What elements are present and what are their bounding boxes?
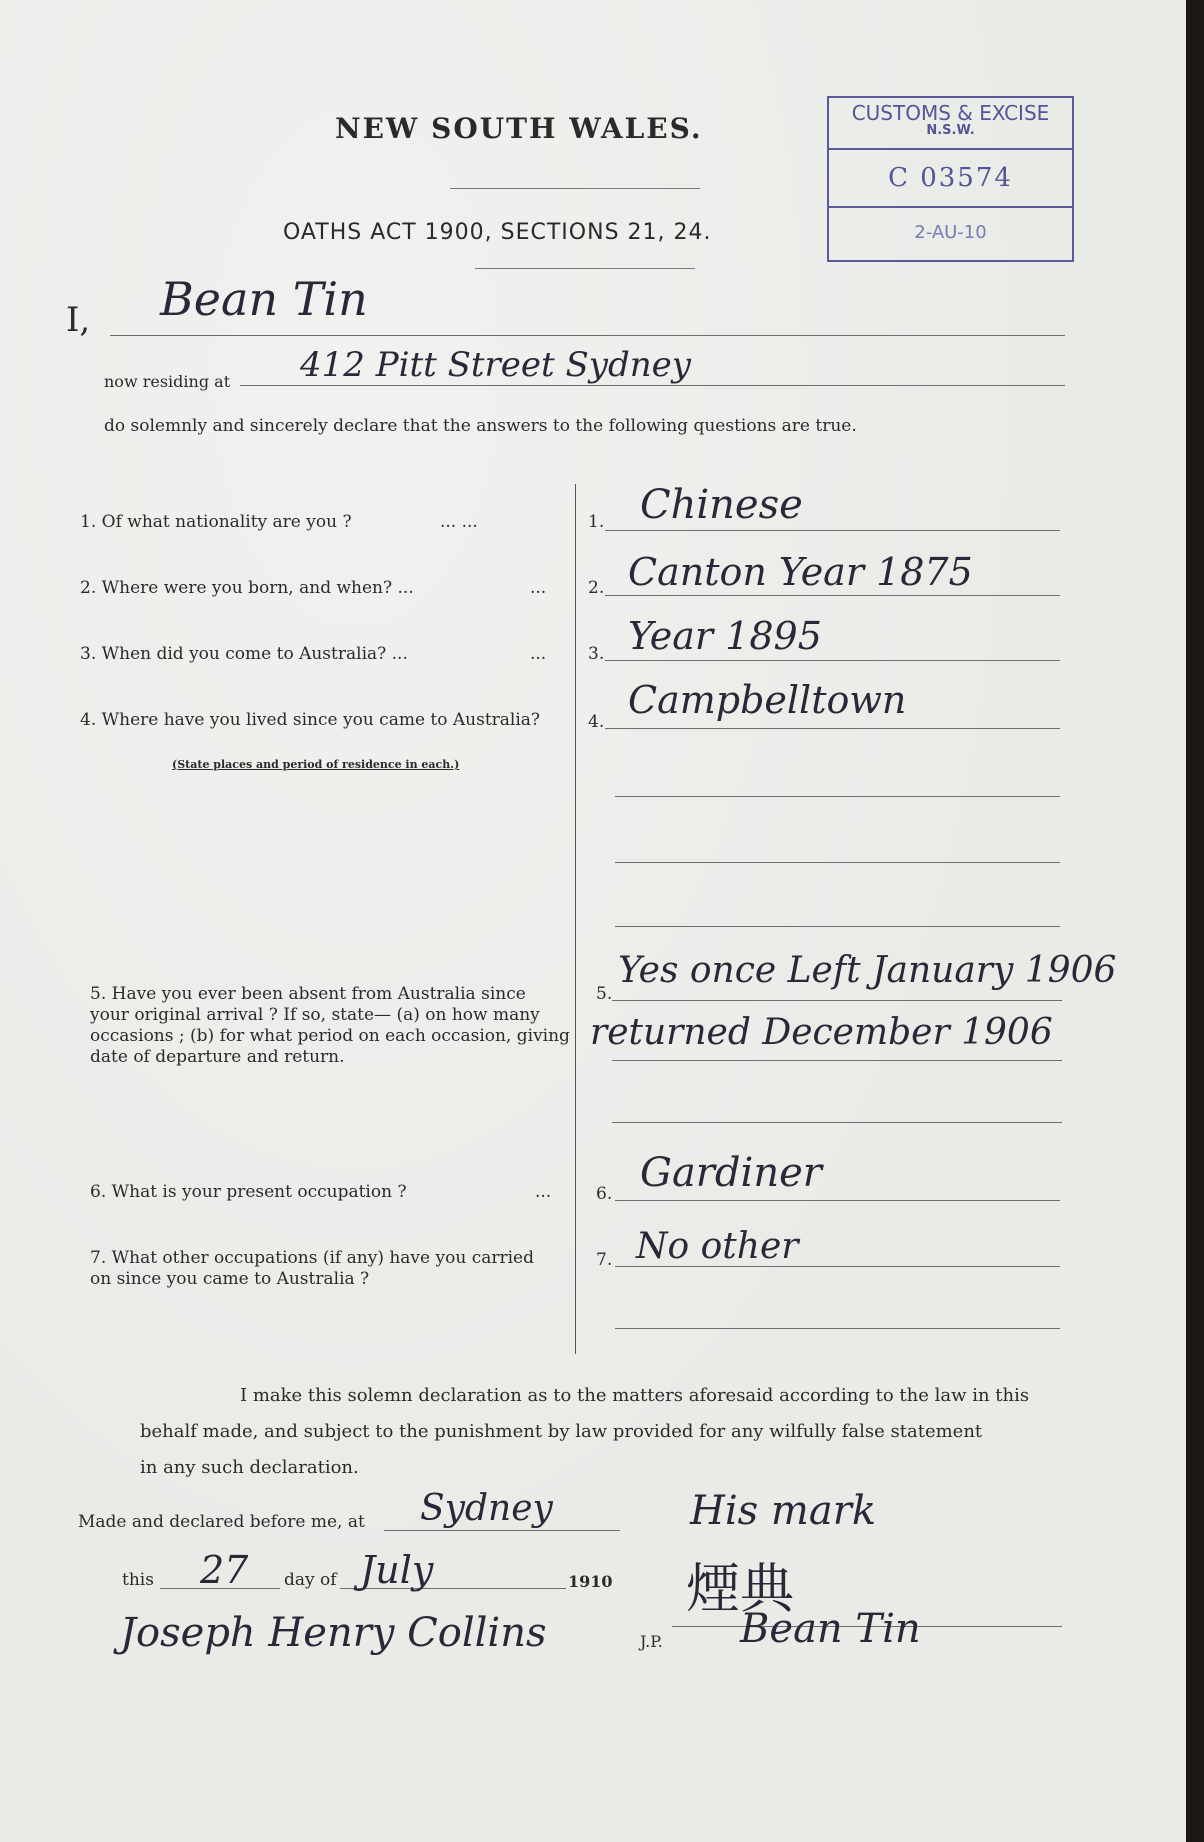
jp-signature: Joseph Henry Collins xyxy=(120,1610,547,1656)
question-5-text: Have you ever been absent from Australia since your original arrival ? If so, state— (a) on how many occasions ; (b) for what period on each occasion, giving date of departure and return. xyxy=(90,984,570,1067)
question-4-note: (State places and period of residence in each.) xyxy=(172,758,460,771)
answer-3-number: 3. xyxy=(588,644,605,664)
stamp-date: 2-AU-10 xyxy=(914,222,987,243)
question-6-text: What is your present occupation ? xyxy=(111,1182,407,1202)
answer-4-number: 4. xyxy=(588,712,605,732)
question-6 xyxy=(90,1182,407,1203)
answer-2-rule xyxy=(605,595,1060,596)
question-6-number: 6. xyxy=(90,1182,107,1202)
page-title: NEW SOUTH WALES. xyxy=(335,112,703,145)
question-3-number: 3. xyxy=(80,644,97,664)
question-1-number: 1. xyxy=(80,512,97,532)
question-7-text: What other occupations (if any) have you carried on since you came to Australia ? xyxy=(90,1248,534,1289)
question-3-dots: ... xyxy=(530,644,547,664)
answer-3: Year 1895 xyxy=(628,614,822,658)
answer-4: Campbelltown xyxy=(628,678,907,722)
question-7 xyxy=(90,1248,560,1290)
question-5 xyxy=(90,984,570,1068)
question-4 xyxy=(80,710,555,731)
answer-7-number: 7. xyxy=(596,1250,613,1270)
answer-1-number: 1. xyxy=(588,512,605,532)
signatory-signature: Bean Tin xyxy=(740,1606,921,1652)
page-subtitle: OATHS ACT 1900, SECTIONS 21, 24. xyxy=(283,220,712,245)
declarant-prefix: I, xyxy=(66,300,91,340)
answer-5: Yes once Left January 1906 xyxy=(618,950,1117,991)
answer-3-rule xyxy=(605,660,1060,661)
answer-2: Canton Year 1875 xyxy=(628,550,973,594)
residing-label: now residing at xyxy=(104,372,231,391)
answer-4-rule-4 xyxy=(615,926,1060,927)
declare-text: do solemnly and sincerely declare that the answers to the following questions are true. xyxy=(104,416,857,436)
question-5-number: 5. xyxy=(90,984,107,1004)
declarant-address: 412 Pitt Street Sydney xyxy=(300,345,691,385)
stamp-customs-label: CUSTOMS & EXCISE xyxy=(851,101,1050,125)
question-7-number: 7. xyxy=(90,1248,107,1268)
question-4-number: 4. xyxy=(80,710,97,730)
stamp-number: C 03574 xyxy=(829,150,1072,208)
address-rule xyxy=(240,385,1065,386)
declaration-line-2: behalf made, and subject to the punishment by law provided for any wilfully false statement xyxy=(140,1421,983,1442)
subtitle-divider xyxy=(475,268,695,269)
answer-5-rule-3 xyxy=(612,1122,1062,1123)
answer-5-rule xyxy=(612,1000,1062,1001)
signing-month: July xyxy=(360,1548,434,1592)
answer-4-rule xyxy=(605,728,1060,729)
day-of-label: day of xyxy=(284,1570,337,1590)
his-mark: His mark xyxy=(690,1488,877,1534)
question-2-text: Where were you born, and when? ... xyxy=(101,578,414,598)
answer-5-line-2: returned December 1906 xyxy=(590,1012,1053,1053)
question-3 xyxy=(80,644,408,665)
question-6-dots: ... xyxy=(535,1182,552,1202)
declaration-line-3: in any such declaration. xyxy=(140,1457,359,1478)
chinese-characters: 煙典 xyxy=(686,1557,794,1620)
question-1-dots: ... ... xyxy=(440,512,478,532)
made-declared-label: Made and declared before me, at xyxy=(78,1512,365,1532)
customs-stamp xyxy=(827,96,1074,262)
answer-6: Gardiner xyxy=(640,1150,822,1196)
answer-6-number: 6. xyxy=(596,1184,613,1204)
this-label: this xyxy=(122,1570,154,1590)
answer-4-rule-3 xyxy=(615,862,1060,863)
answer-6-rule xyxy=(615,1200,1060,1201)
answer-7: No other xyxy=(636,1226,799,1267)
question-4-text: Where have you lived since you came to Australia? xyxy=(101,710,541,730)
signing-day: 27 xyxy=(200,1548,249,1592)
name-rule xyxy=(110,335,1065,336)
answer-2-number: 2. xyxy=(588,578,605,598)
title-divider xyxy=(450,188,700,189)
column-divider xyxy=(575,484,576,1354)
stamp-nsw-label: N.S.W. xyxy=(926,123,975,138)
question-2-dots: ... xyxy=(530,578,547,598)
signing-place: Sydney xyxy=(420,1488,553,1529)
answer-1: Chinese xyxy=(640,482,803,528)
answer-5-rule-2 xyxy=(612,1060,1062,1061)
question-1-text: Of what nationality are you ? xyxy=(101,512,352,532)
declaration-line-1: I make this solemn declaration as to the matters aforesaid according to the law in this xyxy=(240,1385,1030,1406)
declarant-name: Bean Tin xyxy=(160,272,368,326)
place-rule xyxy=(384,1530,620,1531)
answer-4-rule-2 xyxy=(615,796,1060,797)
answer-5-number: 5. xyxy=(596,984,613,1004)
question-2 xyxy=(80,578,414,599)
question-1 xyxy=(80,512,352,533)
answer-7-rule-2 xyxy=(615,1328,1060,1329)
signing-year: 1910 xyxy=(568,1572,613,1591)
question-3-text: When did you come to Australia? ... xyxy=(101,644,408,664)
answer-1-rule xyxy=(605,530,1060,531)
jp-suffix: J.P. xyxy=(640,1632,663,1651)
question-2-number: 2. xyxy=(80,578,97,598)
